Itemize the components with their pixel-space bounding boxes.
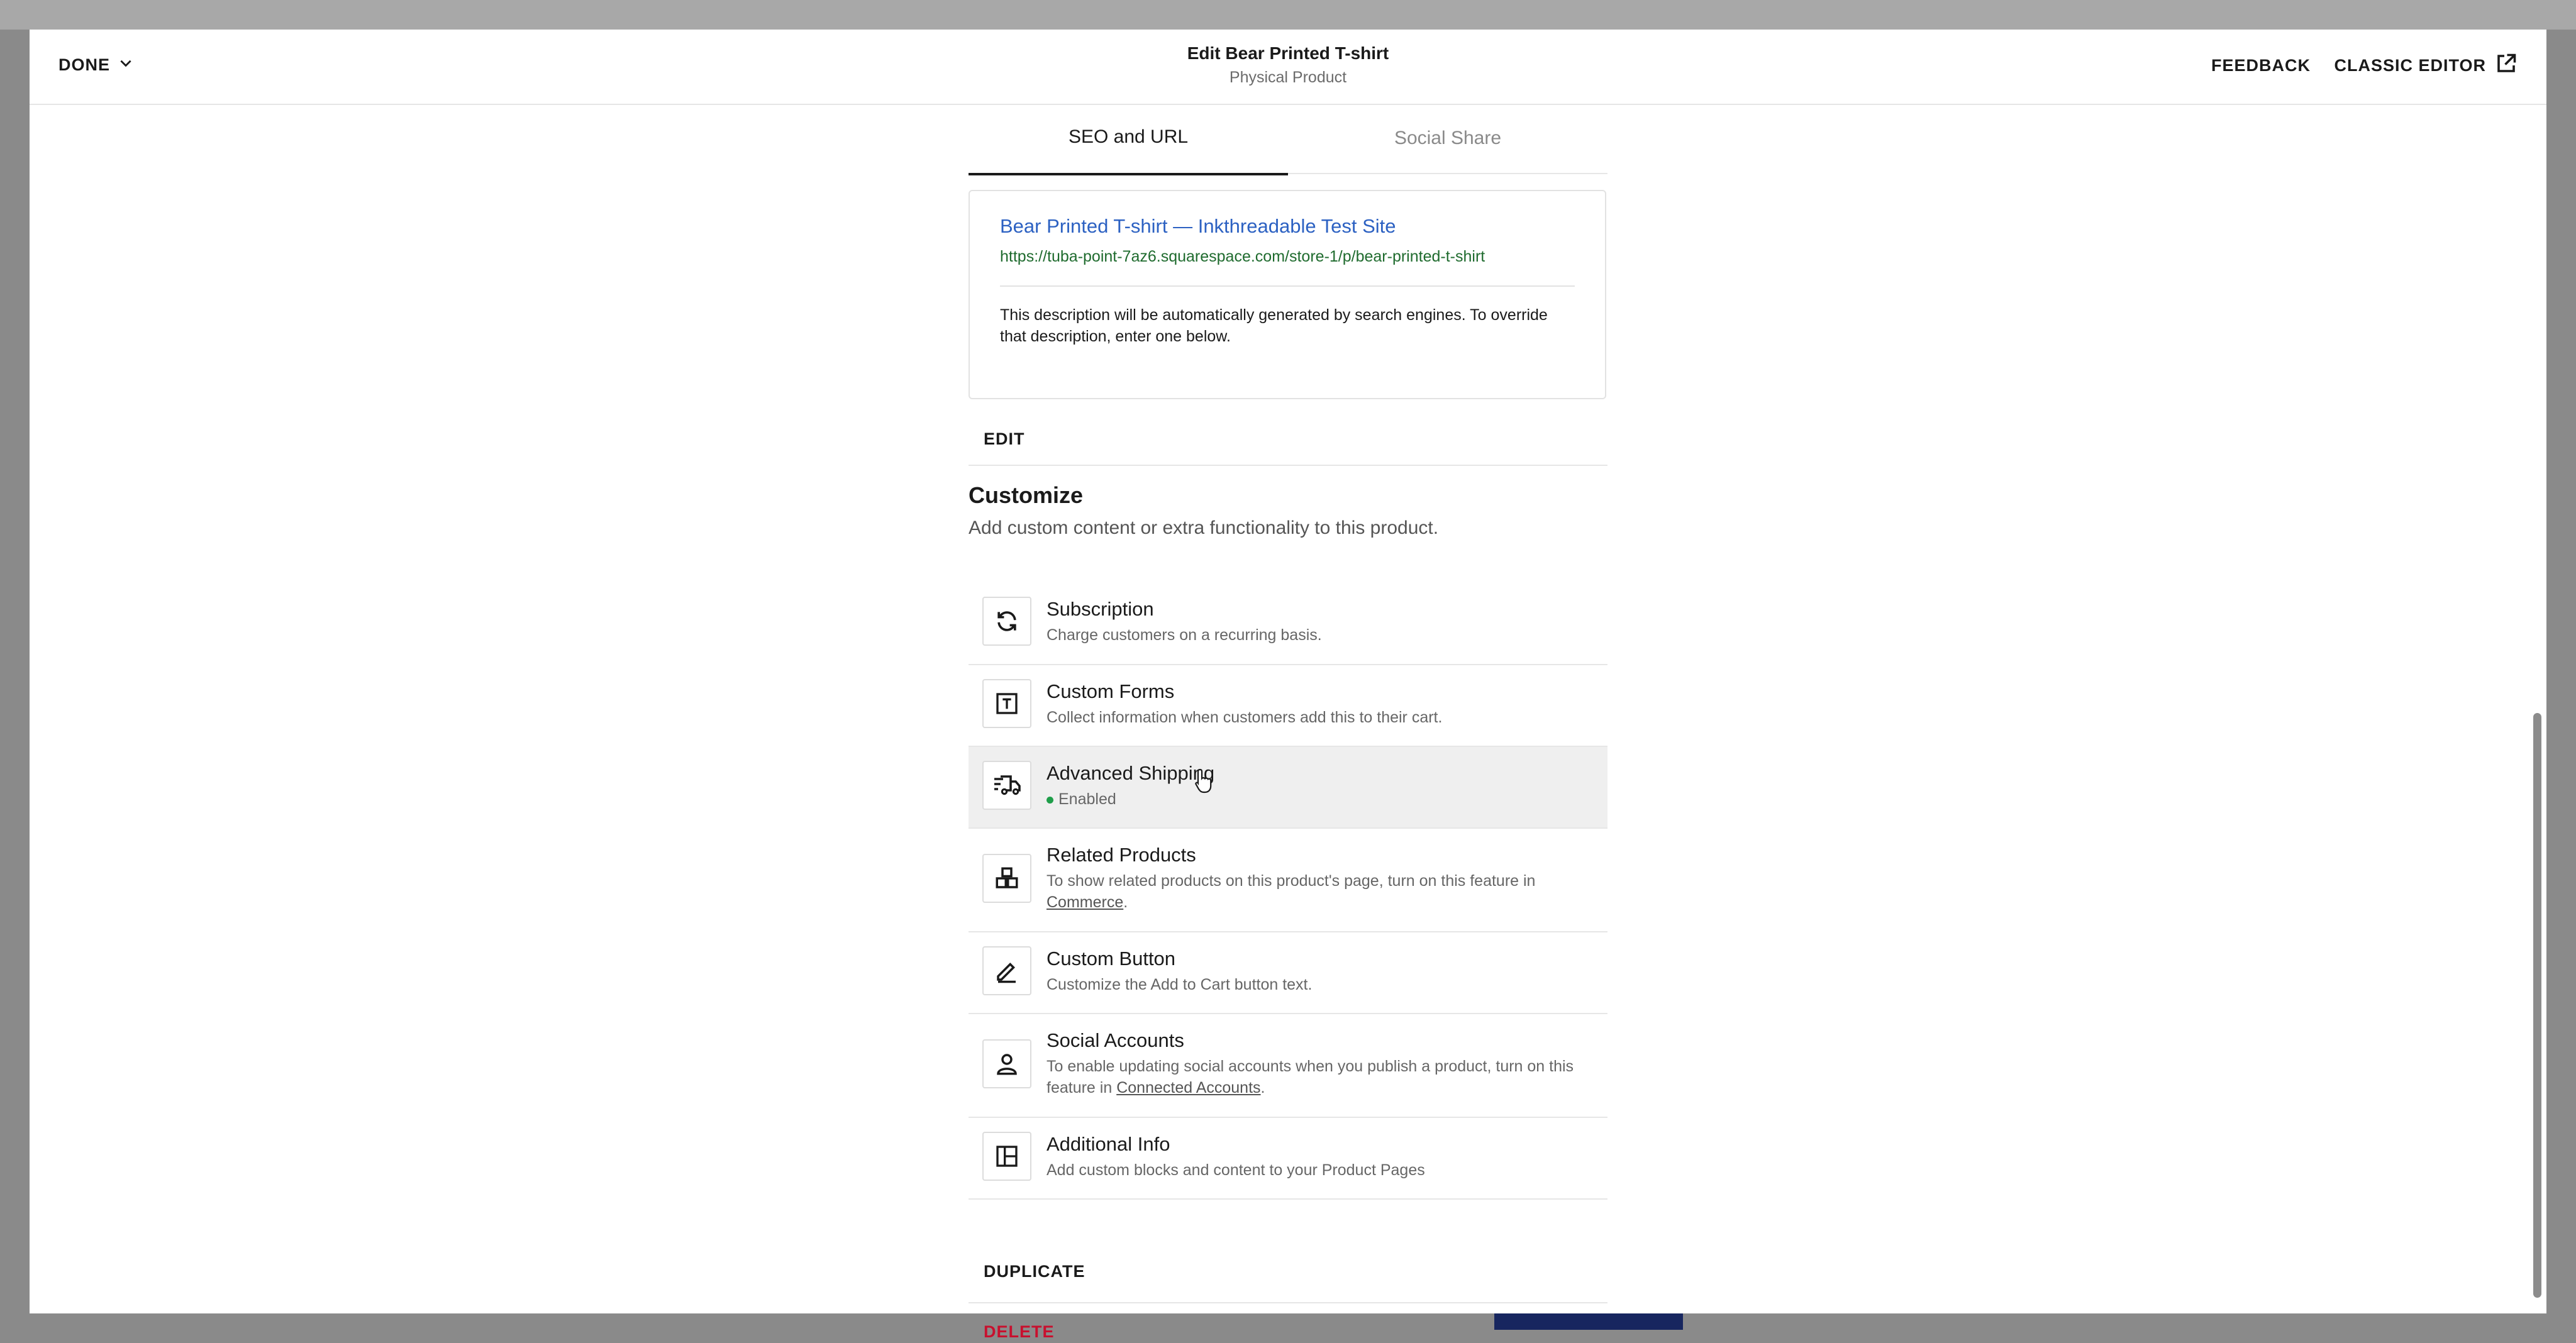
item-description: Collect information when customers add this to their cart. <box>1046 709 1443 726</box>
item-description: To enable updating social accounts when you publish a product, turn on this feature in Connected Accounts. <box>1046 1058 1574 1097</box>
customize-item-subscription[interactable] <box>969 583 1607 665</box>
classic-editor-button[interactable] <box>2334 52 2518 79</box>
pencil-icon <box>982 946 1031 995</box>
search-preview-url: https://tuba-point-7az6.squarespace.com/store-1/p/bear-printed-t-shirt <box>1000 248 1485 265</box>
scrollbar[interactable] <box>2533 713 2541 1298</box>
tab-social-share[interactable]: Social Share <box>1394 128 1502 148</box>
status-text: Enabled <box>1058 790 1116 808</box>
layout-icon <box>982 1132 1031 1181</box>
person-icon <box>982 1039 1031 1088</box>
item-status <box>1046 788 1595 810</box>
feedback-button[interactable]: FEEDBACK <box>2211 56 2311 75</box>
search-preview-title: Bear Printed T-shirt — Inkthreadable Test Site <box>1000 215 1396 237</box>
seo-tabs <box>969 104 1607 174</box>
tab-seo-and-url[interactable]: SEO and URL <box>969 104 1288 175</box>
customize-item-custom-button[interactable] <box>969 932 1607 1014</box>
item-name: Additional Info <box>1046 1133 1170 1155</box>
divider <box>969 465 1607 466</box>
related-products-icon <box>982 854 1031 903</box>
custom-forms-icon <box>982 679 1031 728</box>
customize-item-related-products[interactable] <box>969 829 1607 932</box>
subscription-icon <box>982 597 1031 646</box>
search-preview-card <box>969 190 1606 399</box>
connected-accounts-link[interactable]: Connected Accounts <box>1116 1079 1261 1097</box>
edit-product-modal <box>30 30 2546 1341</box>
done-label: DONE <box>58 55 111 74</box>
divider <box>969 1302 1607 1303</box>
item-description: Customize the Add to Cart button text. <box>1046 976 1313 993</box>
item-description: Charge customers on a recurring basis. <box>1046 626 1322 644</box>
item-name: Related Products <box>1046 844 1196 866</box>
commerce-link[interactable]: Commerce <box>1046 893 1124 911</box>
external-link-icon <box>2495 52 2518 79</box>
item-name: Custom Forms <box>1046 680 1175 702</box>
item-name: Advanced Shipping <box>1046 762 1215 784</box>
divider <box>1000 285 1575 287</box>
status-dot <box>1046 797 1053 804</box>
backdrop-strip <box>0 0 2576 30</box>
duplicate-button[interactable]: DUPLICATE <box>984 1262 1085 1281</box>
customize-heading: Customize <box>969 482 1084 508</box>
background-button <box>1494 1313 1683 1330</box>
customize-item-social-accounts[interactable] <box>969 1014 1607 1118</box>
customize-description: Add custom content or extra functionality to this product. <box>969 517 1439 538</box>
page-title: Edit Bear Printed T-shirt <box>1187 43 1389 63</box>
shipping-truck-icon <box>982 761 1031 810</box>
pointer-hand-icon <box>1192 767 1218 798</box>
item-name: Custom Button <box>1046 948 1176 970</box>
customize-item-advanced-shipping[interactable] <box>969 747 1607 829</box>
item-description: To show related products on this product's page, turn on this feature in Commerce. <box>1046 872 1536 911</box>
page-subtitle: Physical Product <box>1229 69 1347 86</box>
customize-item-additional-info[interactable] <box>969 1118 1607 1200</box>
item-name: Subscription <box>1046 598 1154 620</box>
header-title-group <box>30 43 2546 87</box>
modal-header <box>30 30 2546 105</box>
edit-seo-button[interactable]: EDIT <box>984 429 1025 448</box>
classic-editor-label: CLASSIC EDITOR <box>2334 56 2486 75</box>
search-preview-description: This description will be automatically generated by search engines. To override that description, enter one below. <box>1000 306 1548 345</box>
customize-item-custom-forms[interactable] <box>969 665 1607 747</box>
item-name: Social Accounts <box>1046 1029 1184 1051</box>
item-description: Add custom blocks and content to your Product Pages <box>1046 1161 1425 1179</box>
delete-button[interactable]: DELETE <box>984 1322 1055 1341</box>
